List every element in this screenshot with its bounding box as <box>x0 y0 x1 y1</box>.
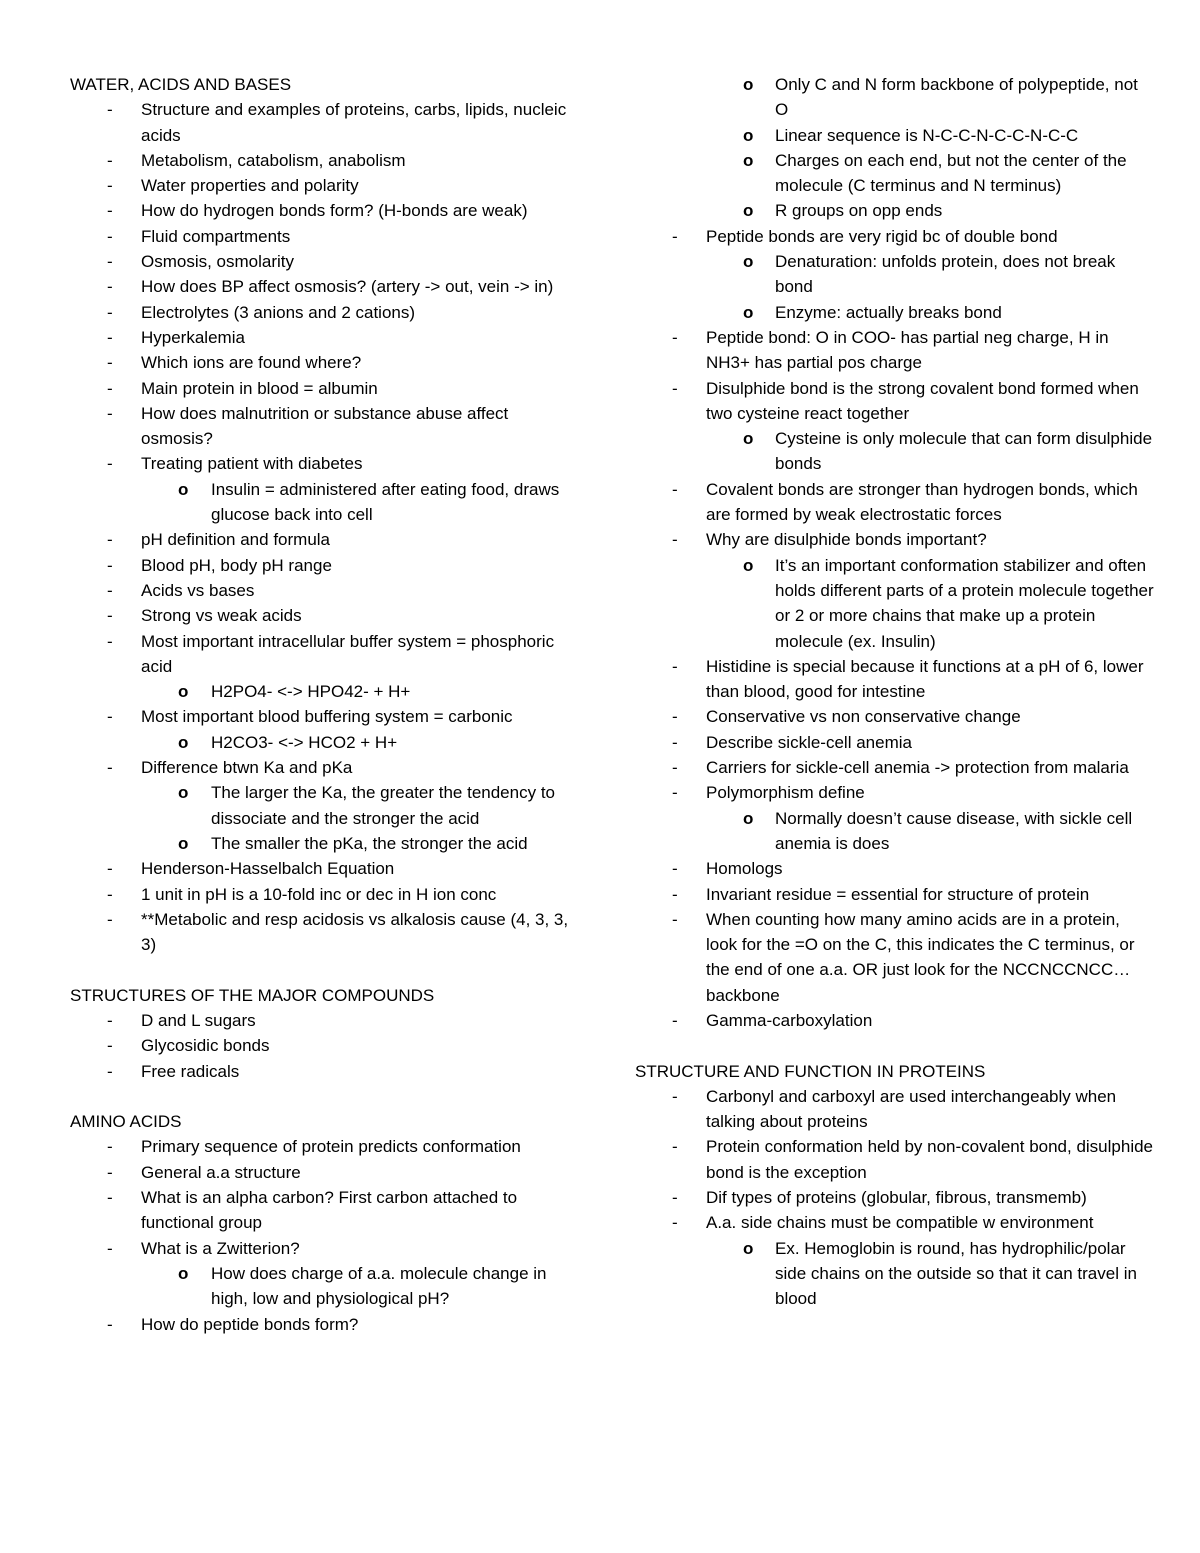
sub-bullet-item: o Enzyme: actually breaks bond <box>635 300 1155 325</box>
bullet-item: - **Metabolic and resp acidosis vs alkalosis cause (4, 3, 3, 3) <box>70 907 570 958</box>
bullet-item: - Main protein in blood = albumin <box>70 376 570 401</box>
bullet-item: - Fluid compartments <box>70 224 570 249</box>
sub-bullet-item: o Linear sequence is N-C-C-N-C-C-N-C-C <box>635 123 1155 148</box>
bullet-item: - How does BP affect osmosis? (artery -> out, vein -> in) <box>70 274 570 299</box>
sub-bullet-item: o It’s an important conformation stabilizer and often holds different parts of a protein molecule together or 2 or more chains that make up a protein molecule (ex. Insulin) <box>635 553 1155 654</box>
bullet-item: - How do peptide bonds form? <box>70 1312 570 1337</box>
bullet-item: - Osmosis, osmolarity <box>70 249 570 274</box>
section-heading: STRUCTURES OF THE MAJOR COMPOUNDS <box>70 985 435 1005</box>
bullet-item: - Describe sickle-cell anemia <box>635 730 1155 755</box>
bullet-item: - Why are disulphide bonds important? <box>635 527 1155 552</box>
bullet-item: - Homologs <box>635 856 1155 881</box>
bullet-item: - Water properties and polarity <box>70 173 570 198</box>
bullet-item: - Electrolytes (3 anions and 2 cations) <box>70 300 570 325</box>
bullet-item: - Which ions are found where? <box>70 350 570 375</box>
bullet-item: - Peptide bond: O in COO- has partial neg charge, H in NH3+ has partial pos charge <box>635 325 1155 376</box>
bullet-item: - Metabolism, catabolism, anabolism <box>70 148 570 173</box>
section-heading: WATER, ACIDS AND BASES <box>70 75 292 94</box>
bullet-item: - pH definition and formula <box>70 527 570 552</box>
sub-bullet-item: o The smaller the pKa, the stronger the acid <box>70 831 570 856</box>
sub-bullet-item: o H2CO3- <-> HCO2 + H+ <box>70 730 570 755</box>
bullet-item: - What is a Zwitterion? <box>70 1236 570 1261</box>
bullet-item: - Difference btwn Ka and pKa <box>70 755 570 780</box>
bullet-item: - What is an alpha carbon? First carbon attached to functional group <box>70 1185 570 1236</box>
bullet-item: - Dif types of proteins (globular, fibrous, transmemb) <box>635 1185 1155 1210</box>
sub-bullet-item: o Denaturation: unfolds protein, does not break bond <box>635 249 1155 300</box>
left-column <box>70 72 570 1337</box>
bullet-item: - Strong vs weak acids <box>70 603 570 628</box>
bullet-item: - A.a. side chains must be compatible w environment <box>635 1210 1155 1235</box>
bullet-item: - Disulphide bond is the strong covalent bond formed when two cysteine react together <box>635 376 1155 427</box>
bullet-item: - D and L sugars <box>70 1008 570 1033</box>
sub-bullet-item: o Ex. Hemoglobin is round, has hydrophilic/polar side chains on the outside so that it can travel in blood <box>635 1236 1155 1312</box>
bullet-item: - How do hydrogen bonds form? (H-bonds are weak) <box>70 198 570 223</box>
bullet-item: - Protein conformation held by non-covalent bond, disulphide bond is the exception <box>635 1134 1155 1185</box>
bullet-item: - Carriers for sickle-cell anemia -> protection from malaria <box>635 755 1155 780</box>
bullet-item: - Peptide bonds are very rigid bc of double bond <box>635 224 1155 249</box>
bullet-item: - Conservative vs non conservative change <box>635 704 1155 729</box>
bullet-item: - Gamma-carboxylation <box>635 1008 1155 1033</box>
sub-bullet-item: o Charges on each end, but not the center of the molecule (C terminus and N terminus) <box>635 148 1155 199</box>
sub-bullet-item: o Only C and N form backbone of polypeptide, not O <box>635 72 1155 123</box>
bullet-item: - Treating patient with diabetes <box>70 451 570 476</box>
right-column <box>635 72 1155 1312</box>
sub-bullet-item: o The larger the Ka, the greater the tendency to dissociate and the stronger the acid <box>70 780 570 831</box>
sub-bullet-item: o H2PO4- <-> HPO42- + H+ <box>70 679 570 704</box>
section-heading: STRUCTURE AND FUNCTION IN PROTEINS <box>635 1061 986 1081</box>
bullet-item: - Histidine is special because it functions at a pH of 6, lower than blood, good for intestine <box>635 654 1155 705</box>
bullet-item: - Invariant residue = essential for structure of protein <box>635 882 1155 907</box>
bullet-item: - How does malnutrition or substance abuse affect osmosis? <box>70 401 570 452</box>
bullet-item: - Blood pH, body pH range <box>70 553 570 578</box>
bullet-item: - General a.a structure <box>70 1160 570 1185</box>
section-heading: AMINO ACIDS <box>70 1112 182 1132</box>
sub-bullet-item: o Normally doesn’t cause disease, with sickle cell anemia is does <box>635 806 1155 857</box>
bullet-item: - Hyperkalemia <box>70 325 570 350</box>
bullet-item: - Carbonyl and carboxyl are used interchangeably when talking about proteins <box>635 1084 1155 1135</box>
bullet-item: - Most important blood buffering system = carbonic <box>70 704 570 729</box>
bullet-item: - Most important intracellular buffer system = phosphoric acid <box>70 629 570 680</box>
sub-bullet-item: o R groups on opp ends <box>635 198 1155 223</box>
bullet-item: - Covalent bonds are stronger than hydrogen bonds, which are formed by weak electrostatic forces <box>635 477 1155 528</box>
sub-bullet-item: o How does charge of a.a. molecule change in high, low and physiological pH? <box>70 1261 570 1312</box>
bullet-item: - Polymorphism define <box>635 780 1155 805</box>
bullet-item: - 1 unit in pH is a 10-fold inc or dec in H ion conc <box>70 882 570 907</box>
bullet-item: - When counting how many amino acids are in a protein, look for the =O on the C, this indicates the C terminus, or the end of one a.a. OR just look for the NCCNCCNCC… backbone <box>635 907 1155 1008</box>
bullet-item: - Glycosidic bonds <box>70 1033 570 1058</box>
blank-line <box>70 1084 570 1109</box>
blank-line <box>70 957 570 982</box>
bullet-item: - Primary sequence of protein predicts conformation <box>70 1134 570 1159</box>
sub-bullet-item: o Cysteine is only molecule that can form disulphide bonds <box>635 426 1155 477</box>
bullet-item: - Free radicals <box>70 1059 570 1084</box>
blank-line <box>635 1033 1155 1058</box>
sub-bullet-item: o Insulin = administered after eating food, draws glucose back into cell <box>70 477 570 528</box>
bullet-item: - Structure and examples of proteins, carbs, lipids, nucleic acids <box>70 97 570 148</box>
bullet-item: - Acids vs bases <box>70 578 570 603</box>
bullet-item: - Henderson-Hasselbalch Equation <box>70 856 570 881</box>
